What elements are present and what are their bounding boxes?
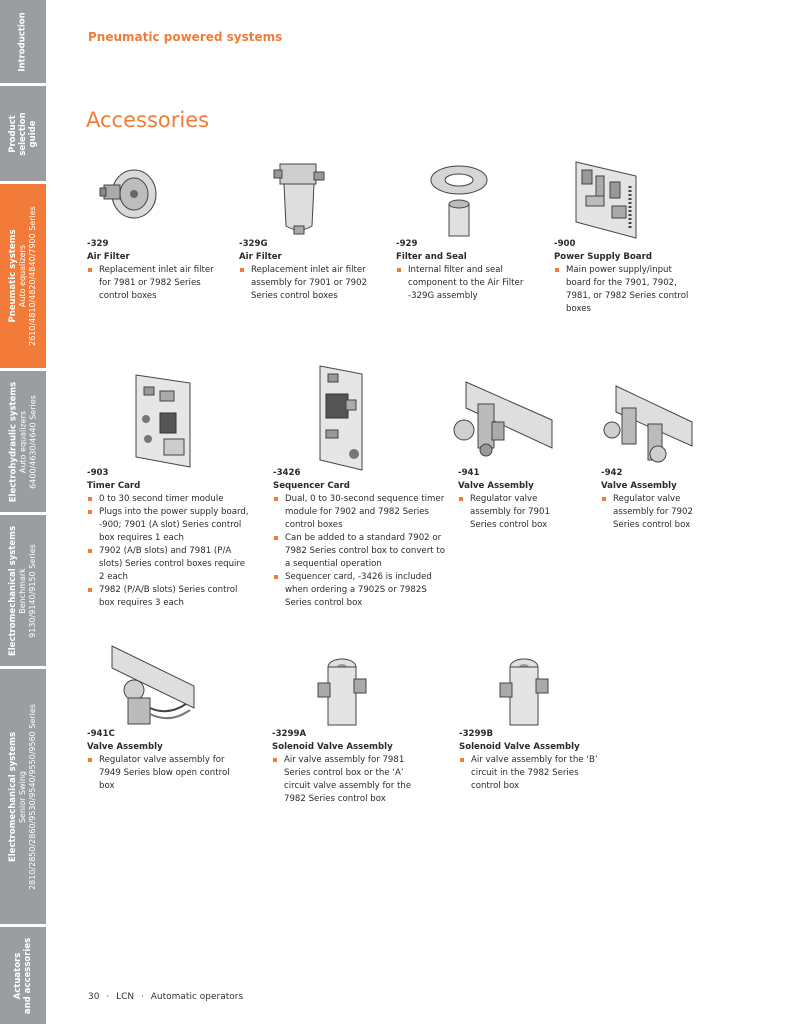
product-name: Power Supply Board xyxy=(554,252,652,262)
bullet-item: Regulator valve assembly for 7902 Series control box xyxy=(601,493,713,532)
product-929 xyxy=(396,238,536,303)
product-bullets xyxy=(87,264,227,303)
bullet-item: Regulator valve assembly for 7949 Series blow open control box xyxy=(87,754,237,793)
footer-separator: · xyxy=(106,992,110,1002)
section-header: Pneumatic powered systems xyxy=(88,30,283,44)
bullet-item: Plugs into the power supply board, -900; 7901 (A slot) Series control box requires 1 each xyxy=(87,506,251,545)
product-903 xyxy=(87,467,251,610)
product-942 xyxy=(601,467,713,532)
bullet-item: Air valve assembly for 7981 Series control box or the ‘A’ circuit valve assembly for the 7982 Series control box xyxy=(272,754,432,806)
product-329g xyxy=(239,238,379,303)
product-bullets xyxy=(458,493,570,532)
product-name: Air Filter xyxy=(239,252,282,262)
product-941 xyxy=(458,467,570,532)
product-bullets xyxy=(396,264,536,303)
tab-title: Electromechanical systems xyxy=(8,525,18,656)
valve-assembly-941c-image xyxy=(108,644,198,728)
bullet-item: 0 to 30 second timer module xyxy=(87,493,251,506)
tab-product-selection-guide[interactable] xyxy=(0,86,46,181)
product-bullets xyxy=(87,754,237,793)
product-code: -900 xyxy=(554,239,576,249)
bullet-item: Can be added to a standard 7902 or 7982 Series control box to convert to a sequential operation xyxy=(273,532,445,571)
bullet-item: Main power supply/input board for the 7901, 7902, 7981, or 7982 Series control boxes xyxy=(554,264,696,316)
footer-section: Automatic operators xyxy=(150,992,244,1002)
product-code: -3426 xyxy=(273,468,301,478)
tab-subtitle: Benchmark xyxy=(18,567,27,614)
page-footer xyxy=(88,992,247,1002)
valve-assembly-941-image xyxy=(452,380,556,464)
sidebar xyxy=(0,0,47,1024)
tab-electromechanical-senior-swing[interactable] xyxy=(0,669,46,924)
tab-subtitle: Senior Swing xyxy=(18,770,27,823)
product-name: Sequencer Card xyxy=(273,481,350,491)
bullet-item: Sequencer card, -3426 is included when ordering a 7902S or 7982S Series control box xyxy=(273,571,445,610)
tab-series: 2610/4810/4820/4840/7900 Series xyxy=(28,206,38,346)
bullet-item: 7902 (A/B slots) and 7981 (P/A slots) Series control boxes require 2 each xyxy=(87,545,251,584)
product-3299b xyxy=(459,728,609,793)
tab-series: 9130/9140/9150 Series xyxy=(28,543,37,638)
tab-actuators-accessories[interactable] xyxy=(0,927,46,1024)
product-bullets xyxy=(601,493,713,532)
bullet-item: Replacement inlet air filter for 7981 or 7982 Series control boxes xyxy=(87,264,227,303)
product-name: Valve Assembly xyxy=(87,742,163,752)
footer-separator: · xyxy=(140,992,144,1002)
product-name: Solenoid Valve Assembly xyxy=(272,742,393,752)
tab-title: Product selection guide xyxy=(8,111,38,156)
product-code: -941 xyxy=(458,468,480,478)
bullet-item: 7982 (P/A/B slots) Series control box requires 3 each xyxy=(87,584,251,610)
tab-title: Electromechanical systems xyxy=(8,731,18,862)
product-bullets xyxy=(239,264,379,303)
product-941c xyxy=(87,728,237,793)
air-filter-329-image xyxy=(98,163,162,225)
solenoid-valve-3299a-image xyxy=(316,657,368,729)
tab-subtitle: Auto equalizers xyxy=(18,410,28,473)
product-3299a xyxy=(272,728,432,806)
product-code: -929 xyxy=(396,239,418,249)
product-name: Air Filter xyxy=(87,252,130,262)
sequencer-card-3426-image xyxy=(316,364,368,472)
product-name: Solenoid Valve Assembly xyxy=(459,742,580,752)
product-bullets xyxy=(272,754,432,806)
solenoid-valve-3299b-image xyxy=(498,657,550,729)
power-supply-board-900-image xyxy=(572,156,648,242)
product-name: Timer Card xyxy=(87,481,141,491)
product-bullets xyxy=(459,754,609,793)
tab-title: Electrohydraulic systems xyxy=(8,381,19,502)
product-900 xyxy=(554,238,696,316)
product-name: Filter and Seal xyxy=(396,252,467,262)
timer-card-903-image xyxy=(130,373,194,469)
tab-title: Introduction xyxy=(18,11,29,72)
product-code: -942 xyxy=(601,468,623,478)
valve-assembly-942-image xyxy=(602,384,694,468)
bullet-item: Dual, 0 to 30-second sequence timer module for 7902 and 7982 Series control boxes xyxy=(273,493,445,532)
bullet-item: Air valve assembly for the ‘B’ circuit in the 7982 Series control box xyxy=(459,754,609,793)
tab-introduction[interactable] xyxy=(0,0,46,83)
page-title: Accessories xyxy=(86,108,210,133)
product-code: -329G xyxy=(239,239,268,249)
filter-seal-929-image xyxy=(428,164,490,238)
product-code: -903 xyxy=(87,468,109,478)
product-name: Valve Assembly xyxy=(458,481,534,491)
tab-pneumatic-systems[interactable] xyxy=(0,184,46,368)
tab-title: Pneumatic systems xyxy=(8,229,19,323)
footer-brand: LCN xyxy=(116,992,135,1002)
tab-electrohydraulic-systems[interactable] xyxy=(0,371,46,512)
product-code: -329 xyxy=(87,239,109,249)
tab-title: Actuators xyxy=(13,952,24,999)
product-329 xyxy=(87,238,227,303)
tab-series: 2810/2850/2860/9530/9540/9550/9560 Series xyxy=(28,703,37,890)
bullet-item: Replacement inlet air filter assembly for 7901 or 7902 Series control boxes xyxy=(239,264,379,303)
product-name: Valve Assembly xyxy=(601,481,677,491)
bullet-item: Regulator valve assembly for 7901 Series control box xyxy=(458,493,570,532)
air-filter-329g-image xyxy=(272,160,326,236)
product-bullets xyxy=(273,493,445,610)
product-code: -941C xyxy=(87,729,115,739)
product-bullets xyxy=(87,493,251,610)
tab-subtitle: Auto equalizers xyxy=(18,244,28,308)
product-code: -3299B xyxy=(459,729,494,739)
bullet-item: Internal filter and seal component to the Air Filter -329G assembly xyxy=(396,264,536,303)
product-bullets xyxy=(554,264,696,316)
product-code: -3299A xyxy=(272,729,307,739)
tab-electromechanical-benchmark[interactable] xyxy=(0,515,46,666)
product-3426 xyxy=(273,467,445,610)
tab-subtitle: and accessories xyxy=(23,937,34,1014)
tab-series: 6400/4630/4640 Series xyxy=(28,394,38,489)
page-number: 30 xyxy=(88,992,100,1002)
